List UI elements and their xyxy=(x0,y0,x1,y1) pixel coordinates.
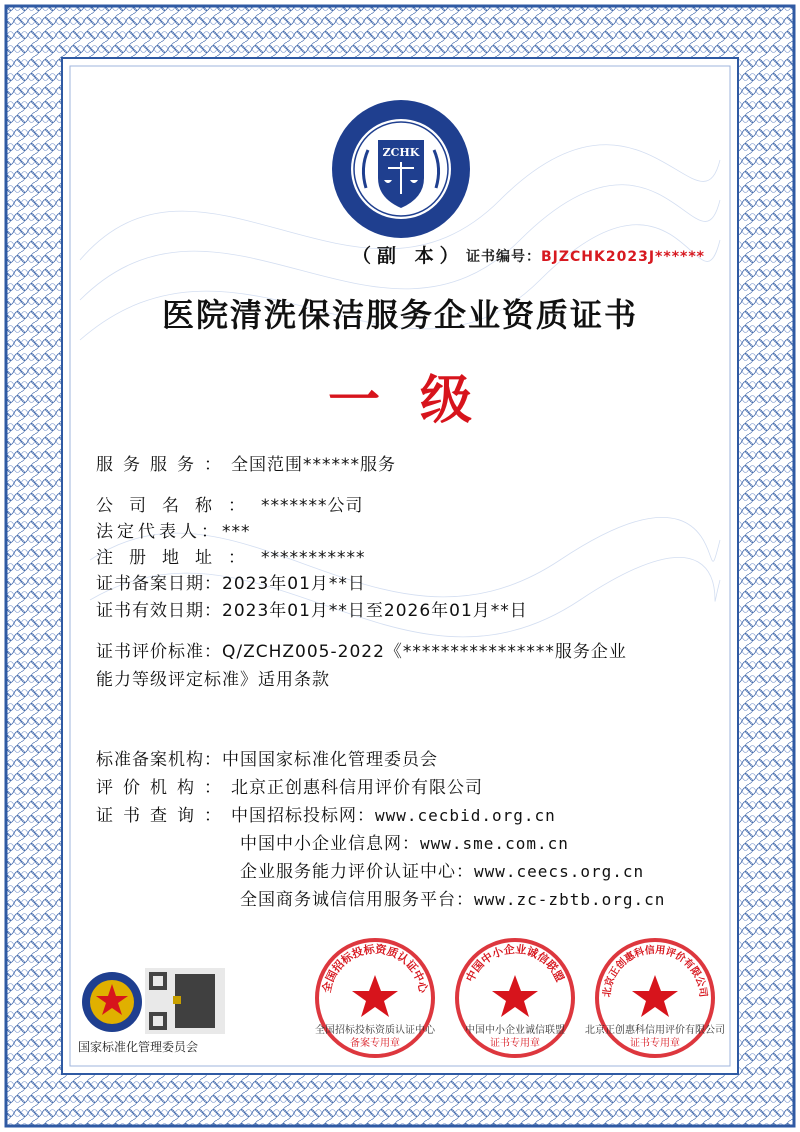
query-site-1: 中国招标投标网： xyxy=(231,806,375,826)
national-standards-emblem-icon xyxy=(80,970,144,1034)
service-value: 全国范围******服务 xyxy=(231,455,396,475)
stamp-3-line2: 证书专用章 xyxy=(630,1038,680,1049)
standard-row-continued xyxy=(96,665,330,690)
stamp-1-line1: 全国招标投标资质认证中心 xyxy=(315,1025,435,1036)
certificate-title: 医院清洗保洁服务企业资质证书 xyxy=(161,296,638,334)
query-row-4 xyxy=(240,885,665,910)
legal-rep-label: 法定代表人： xyxy=(96,522,222,542)
certificate-number xyxy=(466,246,705,266)
filing-org-label: 标准备案机构： xyxy=(96,750,222,770)
qr-code-icon xyxy=(145,968,225,1034)
address-value: *********** xyxy=(261,548,366,568)
query-row-2 xyxy=(240,829,569,854)
query-row-3 xyxy=(240,857,644,882)
record-date-label: 证书备案日期： xyxy=(96,574,222,594)
query-label: 证书查询： xyxy=(96,806,231,826)
standard-value: Q/ZCHZ005-2022《****************服务企业 xyxy=(222,642,627,662)
stamp-2-line1: 中国中小企业诚信联盟 xyxy=(465,1025,565,1036)
query-row xyxy=(96,801,556,826)
standard-label: 证书评价标准： xyxy=(96,642,222,662)
qualification-level: 一级 xyxy=(327,371,512,431)
query-site-4: 全国商务诚信信用服务平台： xyxy=(240,890,474,910)
query-site-3: 企业服务能力评价认证中心： xyxy=(240,862,474,882)
valid-date-value: 2023年01月**日至2026年01月**日 xyxy=(222,601,528,621)
service-label: 服务服务： xyxy=(96,455,231,475)
seal-code: ZCHK xyxy=(382,146,420,159)
company-label: 公司名称： xyxy=(96,496,261,516)
query-link-ceecs[interactable]: www.ceecs.org.cn xyxy=(474,862,645,881)
copy-label: （副 本） xyxy=(352,245,465,267)
query-link-sme[interactable]: www.sme.com.cn xyxy=(420,834,569,853)
query-link-cecbid[interactable]: www.cecbid.org.cn xyxy=(375,806,556,825)
service-row xyxy=(96,450,396,475)
legal-rep-row xyxy=(96,517,251,542)
stamp-3-ring-text: 北京正创惠科信用评价有限公司 xyxy=(601,944,709,998)
filing-org-value: 中国国家标准化管理委员会 xyxy=(222,750,438,770)
legal-rep-value: *** xyxy=(222,522,251,542)
valid-date-row xyxy=(96,596,528,621)
zchk-seal-logo xyxy=(330,98,472,240)
record-date-row xyxy=(96,569,366,594)
certificate-number-value: BJZCHK2023J****** xyxy=(541,249,705,265)
address-row xyxy=(96,543,366,568)
eval-org-row xyxy=(96,773,483,798)
company-row xyxy=(96,491,364,516)
standard-value-continued: 能力等级评定标准》适用条款 xyxy=(96,670,330,690)
company-value: *******公司 xyxy=(261,496,364,516)
valid-date-label: 证书有效日期： xyxy=(96,601,222,621)
stamp-3-line1: 北京正创惠科信用评价有限公司 xyxy=(585,1025,725,1036)
address-label: 注册地址： xyxy=(96,548,261,568)
filing-org-row xyxy=(96,745,438,770)
query-site-2: 中国中小企业信息网： xyxy=(240,834,420,854)
stamp-2-ring-text: 中国中小企业诚信联盟 xyxy=(463,942,567,984)
record-date-value: 2023年01月**日 xyxy=(222,574,366,594)
stamp-1-ring-text: 全国招标投标资质认证中心 xyxy=(320,942,430,995)
certificate-number-label: 证书编号： xyxy=(466,249,541,265)
stamp-1-line2: 备案专用章 xyxy=(350,1038,400,1049)
eval-org-value: 北京正创惠科信用评价有限公司 xyxy=(231,778,483,798)
query-link-zc-zbtb[interactable]: www.zc-zbtb.org.cn xyxy=(474,890,666,909)
standard-row xyxy=(96,637,627,662)
emblem-caption: 国家标准化管理委员会 xyxy=(78,1040,199,1054)
eval-org-label: 评价机构： xyxy=(96,778,231,798)
stamp-2-line2: 证书专用章 xyxy=(490,1038,540,1049)
